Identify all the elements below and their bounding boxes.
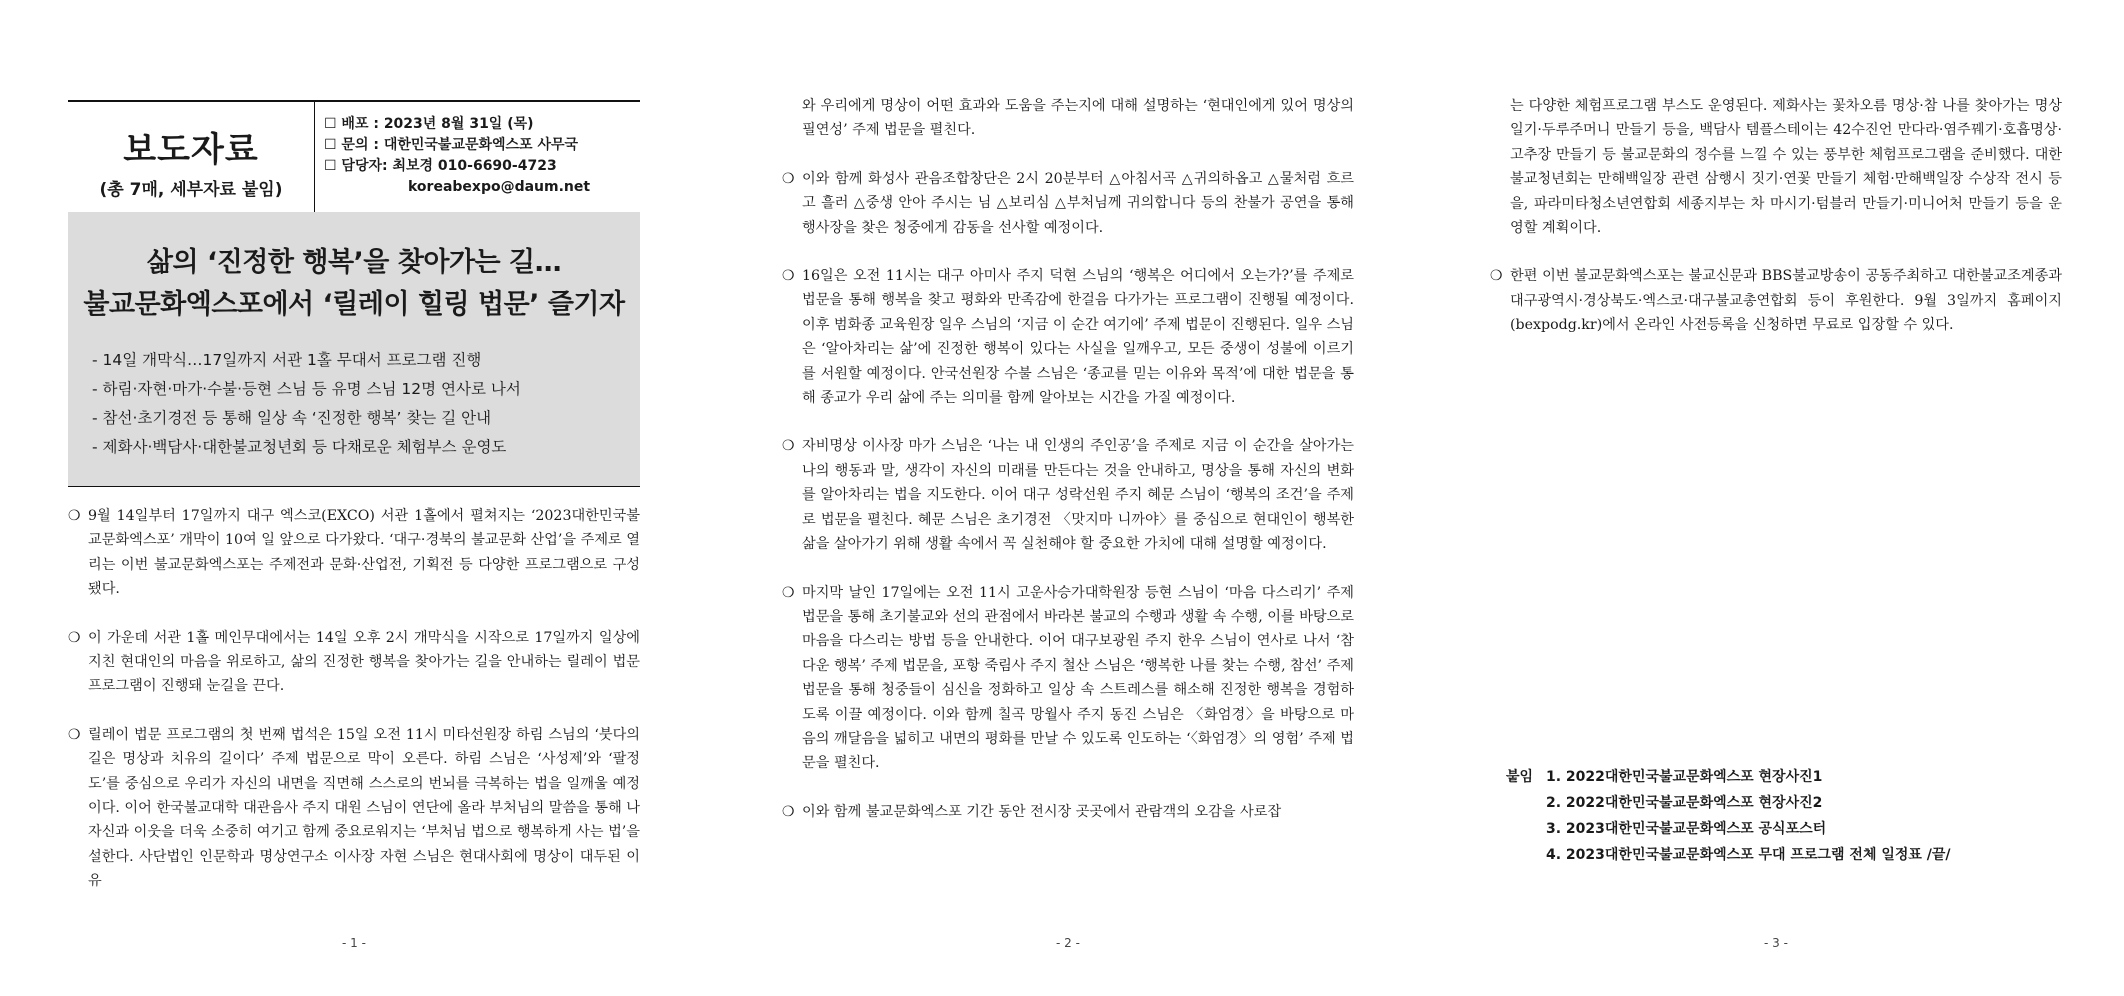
page-number: - 1 - [342, 936, 366, 950]
circle-bullet-icon: ❍ [68, 508, 81, 524]
page-3-body [1490, 94, 2062, 362]
page-1-body [68, 504, 640, 918]
paragraph-continuation: 와 우리에게 명상이 어떤 효과와 도움을 주는지에 대해 설명하는 ‘현대인에게 있어 명상의 필연성’ 주제 법문을 펼친다. [802, 98, 1354, 139]
page-2-body [782, 94, 1354, 848]
paragraph: ❍ 이와 함께 불교문화엑스포 기간 동안 전시장 곳곳에서 관람객의 오감을 사로잡 [782, 800, 1354, 824]
page-1 [68, 0, 648, 996]
circle-bullet-icon: ❍ [782, 803, 795, 820]
summary-bullets [92, 346, 640, 462]
press-release-header [68, 100, 640, 216]
inquiry-line: ☐ 문의 : 대한민국불교문화엑스포 사무국 [324, 137, 579, 153]
circle-bullet-icon: ❍ [782, 584, 795, 601]
attachments-list [1506, 764, 1951, 868]
paragraph: ❍ 이와 함께 화성사 관음조합창단은 2시 20분부터 △아침서곡 △귀의하옵고 △물처럼 흐르고 흘러 △중생 안아 주시는 님 △보리심 △부처님께 귀의합니다 등의 찬불가 공연을 통해 행사장을 찾은 청중에게 감동을 선사할 예정이다. [782, 167, 1354, 240]
page-2 [782, 0, 1362, 996]
headline-line-1: 삶의 ‘진정한 행복’을 찾아가는 길… [146, 247, 562, 278]
summary-bullet: - 참선·초기경전 등 통해 일상 속 ‘진정한 행복’ 찾는 길 안내 [92, 409, 492, 427]
headline-box [68, 212, 640, 486]
contact-person: ☐ 담당자: 최보경 010-6690-4723 [324, 158, 557, 174]
page-3 [1490, 0, 2070, 996]
paragraph: ❍ 마지막 날인 17일에는 오전 11시 고운사승가대학원장 등현 스님이 ‘마음 다스리기’ 주제 법문을 통해 초기불교와 선의 관점에서 바라본 불교의 수행과 생활 속 수행, 이를 바탕으로 마음을 다스리는 방법 등을 안내한다. 이어 대구보광원 주지 한우 스님이 연사로 나서 ‘참다운 행복’ 주제 법문을, 포항 죽림사 주지 철산 스님은 ‘행복한 나를 찾는 수행, 참선’ 주제 법문을 통해 청중들이 심신을 정화하고 일상 속 스트레스를 해소해 진정한 행복을 경험하도록 이끌 예정이다. 이와 함께 칠곡 망월사 주지 동진 스님은 〈화엄경〉을 바탕으로 마음의 깨달음을 넓히고 내면의 평화를 만날 수 있도록 인도하는 ‘〈화엄경〉의 영험’ 주제 법문을 펼친다. [782, 581, 1354, 776]
paragraph: ❍ 한편 이번 불교문화엑스포는 불교신문과 BBS불교방송이 공동주최하고 대한불교조계종과 대구광역시·경상북도·엑스코·대구불교총연합회 등이 후원한다. 9월 3일까지 홈페이지(bexpodg.kr)에서 온라인 사전등록을 신청하면 무료로 입장할 수 있다. [1490, 264, 2062, 337]
circle-bullet-icon: ❍ [68, 629, 81, 646]
summary-bullet: - 14일 개막식…17일까지 서관 1홀 무대서 프로그램 진행 [92, 351, 482, 369]
header-contact-box [324, 114, 640, 198]
attachments-label: 붙임 [1506, 769, 1534, 785]
circle-bullet-icon: ❍ [1490, 268, 1503, 285]
attachment-item: 1. 2022대한민국불교문화엑스포 현장사진1 [1546, 769, 1823, 785]
summary-bullet: - 하림·자현·마가·수불·등현 스님 등 유명 스님 12명 연사로 나서 [92, 380, 521, 398]
attachment-item: 3. 2023대한민국불교문화엑스포 공식포스터 [1546, 821, 1827, 837]
circle-bullet-icon: ❍ [782, 438, 795, 455]
paragraph-continuation: 는 다양한 체험프로그램 부스도 운영된다. 제화사는 꽃차오름 명상·참 나를 찾아가는 명상일기·두루주머니 만들기 등을, 백담사 템플스테이는 42수진언 만다라·염주꿰기·호흡명상·고추장 만들기 등 불교문화의 정수를 느낄 수 있는 풍부한 체험프로그램을 준비했다. 대한불교청년회는 만해백일장 관련 삼행시 짓기·연꽃 만들기 체험·만해백일장 수상작 전시 등을, 파라미타청소년연합회 세종지부는 차 마시기·텀블러 만들기·미니어처 만들기 등을 운영할 계획이다. [1510, 98, 2062, 237]
headline [68, 242, 640, 326]
circle-bullet-icon: ❍ [782, 268, 795, 285]
header-title-box [68, 102, 315, 214]
contact-email: koreabexpo@daum.net [408, 179, 591, 195]
paragraph: ❍ 자비명상 이사장 마가 스님은 ‘나는 내 인생의 주인공’을 주제로 지금 이 순간을 살아가는 나의 행동과 말, 생각이 자신의 미래를 만든다는 것을 안내하고, 명상을 통해 자신의 변화를 알아차리는 법을 지도한다. 이어 대구 성락선원 주지 혜문 스님이 ‘행복의 조건’을 주제로 법문을 펼친다. 혜문 스님은 초기경전 〈맛지마 니까야〉를 중심으로 현대인이 행복한 삶을 살아가기 위해 생활 속에서 꼭 실천해야 할 중요한 가치에 대해 설명할 예정이다. [782, 434, 1354, 556]
summary-bullet: - 제화사·백담사·대한불교청년회 등 다채로운 체험부스 운영도 [92, 438, 507, 456]
page-number: - 2 - [1056, 936, 1080, 950]
headline-line-2: 불교문화엑스포에서 ‘릴레이 힐링 법문’ 즐기자 [83, 289, 625, 320]
paragraph: ❍ 16일은 오전 11시는 대구 아미사 주지 덕현 스님의 ‘행복은 어디에서 오는가?’를 주제로 법문을 통해 행복을 찾고 평화와 만족감에 한걸음 다가가는 프로그램이 진행될 예정이다. 이후 범화종 교육원장 일우 스님의 ‘지금 이 순간 여기에’ 주제 법문이 진행된다. 일우 스님은 ‘알아차리는 삶’에 진정한 행복이 있다는 사실을 일깨우고, 모든 중생이 성불에 이르기를 서원할 예정이다. 안국선원장 수불 스님은 ‘종교를 믿는 이유와 목적’에 대한 법문을 통해 종교가 우리 삶에 주는 의미를 함께 알아보는 시간을 가질 예정이다. [782, 264, 1354, 410]
circle-bullet-icon: ❍ [782, 170, 795, 187]
divider [68, 486, 640, 487]
attachment-item: 4. 2023대한민국불교문화엑스포 무대 프로그램 전체 일정표 /끝/ [1546, 847, 1951, 863]
release-date: ☐ 배포 : 2023년 8월 31일 (목) [324, 116, 534, 132]
paragraph: ❍ 릴레이 법문 프로그램의 첫 번째 법석은 15일 오전 11시 미타선원장 하림 스님의 ‘붓다의 길은 명상과 치유의 길이다’ 주제 법문으로 막이 오른다. 하림 스님은 ‘사성제’와 ‘팔정도’를 중심으로 우리가 자신의 내면을 직면해 스스로의 번뇌를 극복하는 법을 일깨울 예정이다. 이어 한국불교대학 대관음사 주지 대원 스님이 연단에 올라 부처님의 말씀을 통해 나 자신과 이웃을 더욱 소중히 여기고 함께 중요로워지는 ‘부처님 법으로 행복하게 사는 법’을 설한다. 사단법인 인문학과 명상연구소 이사장 자현 스님은 현대사회에 명상이 대두된 이유 [68, 723, 640, 894]
document-title: 보도자료 [123, 130, 259, 170]
document-subtitle: (총 7매, 세부자료 붙임) [99, 180, 283, 200]
paragraph: ❍ 9월 14일부터 17일까지 대구 엑스코(EXCO) 서관 1홀에서 펼쳐지는 ‘2023대한민국불교문화엑스포’ 개막이 10여 일 앞으로 다가왔다. ‘대구·경북의 불교문화 산업’을 주제로 열리는 이번 불교문화엑스포는 주제전과 문화·산업전, 기획전 등 다양한 프로그램으로 구성됐다. [68, 504, 640, 602]
page-number: - 3 - [1764, 936, 1788, 950]
attachment-item: 2. 2022대한민국불교문화엑스포 현장사진2 [1546, 795, 1823, 811]
paragraph: ❍ 이 가운데 서관 1홀 메인무대에서는 14일 오후 2시 개막식을 시작으로 17일까지 일상에 지친 현대인의 마음을 위로하고, 삶의 진정한 행복을 찾아가는 길을 안내하는 릴레이 법문 프로그램이 진행돼 눈길을 끈다. [68, 626, 640, 699]
circle-bullet-icon: ❍ [68, 726, 81, 743]
